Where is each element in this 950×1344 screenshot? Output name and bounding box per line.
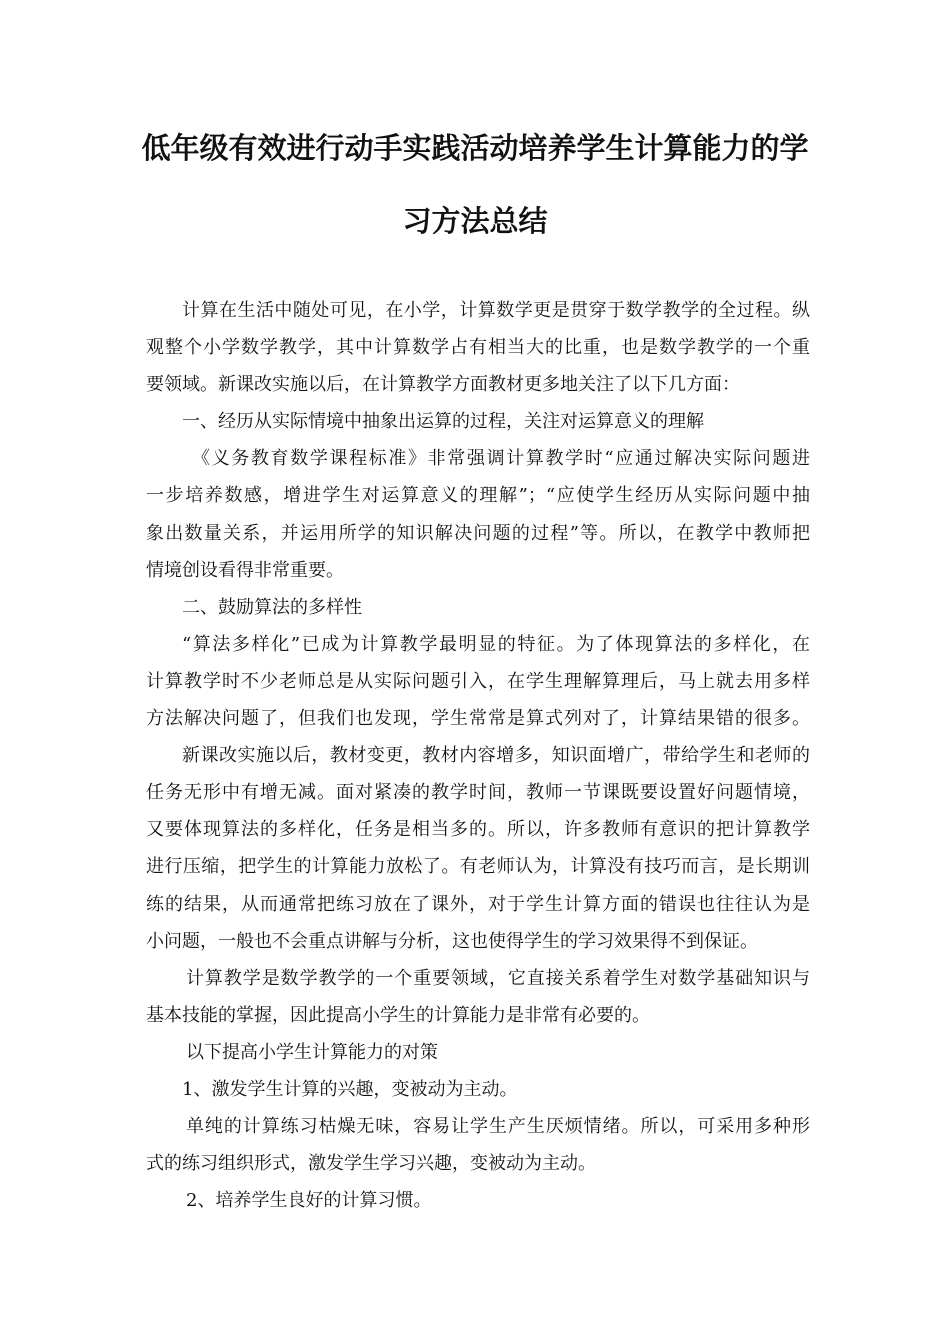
paragraph-line: “算法多样化”已成为计算教学最明显的特征。为了体现算法的多样化，在 bbox=[182, 633, 810, 655]
strategy-heading-1: 1、激发学生计算的兴趣，变被动为主动。 bbox=[182, 1078, 518, 1100]
paragraph-line: 计算教学时不少老师总是从实际问题引入，在学生理解算理后，马上就去用多样 bbox=[146, 670, 810, 692]
paragraph-line: 观整个小学数学教学，其中计算数学占有相当大的比重，也是数学教学的一个重 bbox=[146, 337, 810, 359]
document-title-line-1: 低年级有效进行动手实践活动培养学生计算能力的学 bbox=[141, 131, 809, 165]
document-title-line-2: 习方法总结 bbox=[402, 204, 548, 238]
strategies-intro: 以下提高小学生计算能力的对策 bbox=[186, 1041, 438, 1063]
strategy-heading-2: 2、培养学生良好的计算习惯。 bbox=[186, 1190, 432, 1212]
paragraph-line: 一步培养数感，增进学生对运算意义的理解”；“应使学生经历从实际问题中抽 bbox=[146, 485, 810, 507]
paragraph-line: 练的结果，从而通常把练习放在了课外，对于学生计算方面的错误也往往认为是 bbox=[146, 893, 810, 915]
paragraph-line: 新课改实施以后，教材变更，教材内容增多，知识面增广，带给学生和老师的 bbox=[182, 745, 810, 767]
section-heading-2: 二、鼓励算法的多样性 bbox=[182, 596, 362, 618]
paragraph-line: 小问题，一般也不会重点讲解与分析，这也使得学生的学习效果得不到保证。 bbox=[146, 930, 758, 952]
section-heading-1: 一、经历从实际情境中抽象出运算的过程，关注对运算意义的理解 bbox=[182, 411, 704, 433]
paragraph-line: 式的练习组织形式，激发学生学习兴趣，变被动为主动。 bbox=[146, 1153, 596, 1175]
document-body bbox=[146, 292, 810, 1219]
paragraph-line: 要领域。新课改实施以后，在计算教学方面教材更多地关注了以下几方面： bbox=[146, 374, 740, 396]
paragraph-line: 基本技能的掌握，因此提高小学生的计算能力是非常有必要的。 bbox=[146, 1004, 650, 1026]
paragraph-line: 进行压缩，把学生的计算能力放松了。有老师认为，计算没有技巧而言，是长期训 bbox=[146, 856, 810, 878]
paragraph-line: 又要体现算法的多样化，任务是相当多的。所以，许多教师有意识的把计算教学 bbox=[146, 819, 810, 841]
paragraph-line: 《义务教育数学课程标准》非常强调计算教学时“应通过解决实际问题进 bbox=[192, 448, 810, 470]
paragraph-line: 象出数量关系，并运用所学的知识解决问题的过程”等。所以，在教学中教师把 bbox=[146, 522, 810, 544]
paragraph-line: 单纯的计算练习枯燥无味，容易让学生产生厌烦情绪。所以，可采用多种形 bbox=[186, 1116, 810, 1138]
paragraph-line: 情境创设看得非常重要。 bbox=[146, 559, 344, 581]
paragraph-line: 方法解决问题了，但我们也发现，学生常常是算式列对了，计算结果错的很多。 bbox=[146, 708, 810, 730]
paragraph-line: 计算在生活中随处可见，在小学，计算数学更是贯穿于数学教学的全过程。纵 bbox=[182, 300, 810, 321]
paragraph-line: 任务无形中有增无减。面对紧凑的教学时间，教师一节课既要设置好问题情境， bbox=[146, 782, 810, 804]
paragraph-line: 计算教学是数学教学的一个重要领域，它直接关系着学生对数学基础知识与 bbox=[186, 967, 810, 989]
